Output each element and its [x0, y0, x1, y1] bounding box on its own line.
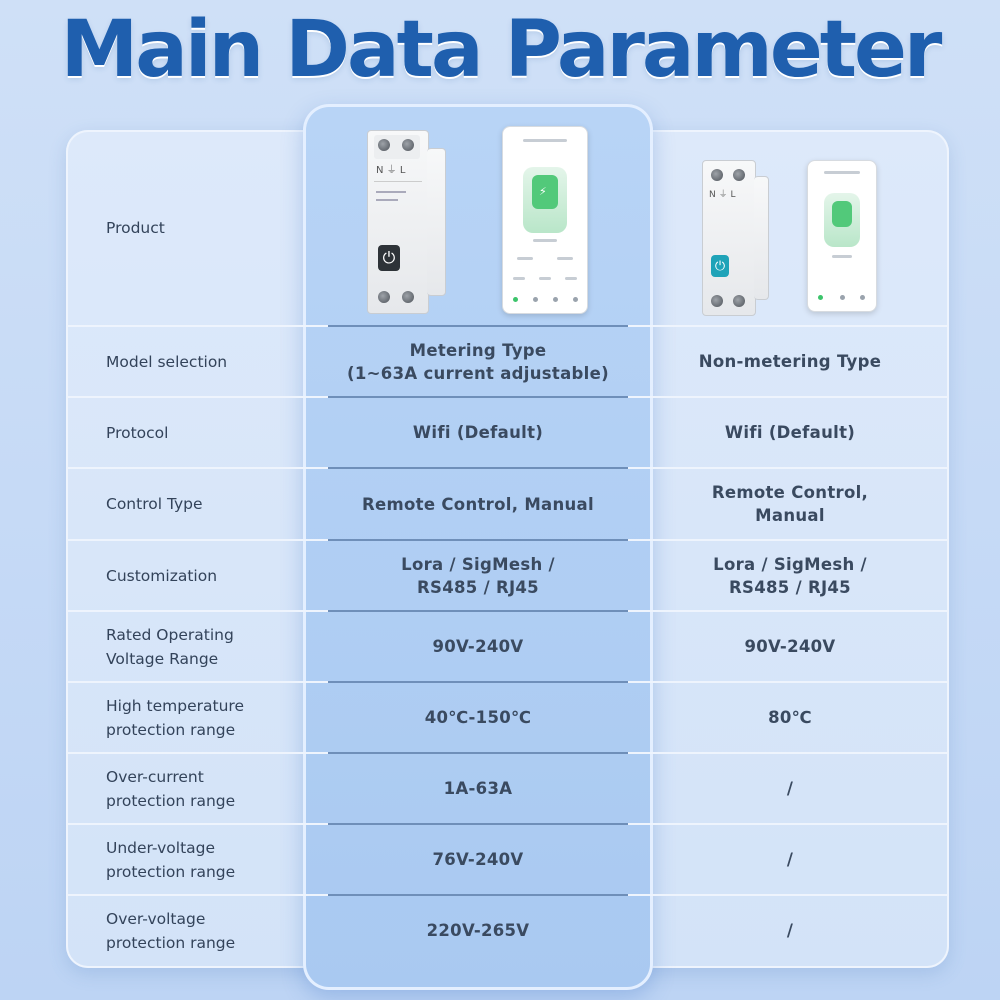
metering-value: Wifi (Default) — [412, 423, 544, 442]
row-label: Product — [106, 219, 165, 237]
power-button-icon: ⏻ — [711, 255, 729, 277]
page-title: Main Data Parameter — [60, 5, 940, 95]
nonmetering-value: Lora / SigMesh / RS485 / RJ45 — [713, 554, 867, 597]
metering-value: Remote Control, Manual — [362, 494, 594, 514]
app-screen-nonmetering — [807, 160, 877, 312]
row-label: Under-voltage protection range — [106, 838, 236, 881]
row-label: Over-voltage protection range — [106, 909, 236, 952]
metering-value: 90V-240V — [432, 637, 524, 656]
app-screen-metering: ⚡ — [502, 126, 588, 314]
metering-value: 1A-63A — [443, 779, 513, 798]
power-button-icon: ⏻ — [378, 245, 400, 271]
nonmetering-value: Wifi (Default) — [724, 423, 856, 442]
nonmetering-value: / — [786, 779, 794, 798]
row-label: Protocol — [106, 423, 169, 442]
row-label: Model selection — [106, 352, 228, 371]
nonmetering-value: / — [786, 921, 794, 940]
nonmetering-value: Remote Control, Manual — [711, 483, 869, 525]
nonmetering-value: 90V-240V — [744, 637, 836, 656]
metering-value: 40℃-150℃ — [424, 708, 532, 727]
nonmetering-value: Non-metering Type — [698, 352, 882, 371]
metering-value: 76V-240V — [432, 850, 524, 869]
metering-value: Metering Type (1~63A current adjustable) — [347, 340, 609, 383]
row-label: Rated Operating Voltage Range — [106, 625, 234, 668]
metering-value: 220V-265V — [426, 921, 530, 940]
nonmetering-value: 80℃ — [768, 708, 812, 727]
row-label: High temperature protection range — [106, 696, 244, 739]
row-label: Control Type — [106, 495, 203, 513]
nonmetering-value: / — [786, 850, 794, 869]
row-label: Customization — [106, 566, 218, 585]
row-label: Over-current protection range — [106, 767, 236, 810]
metering-value: Lora / SigMesh / RS485 / RJ45 — [401, 554, 555, 597]
